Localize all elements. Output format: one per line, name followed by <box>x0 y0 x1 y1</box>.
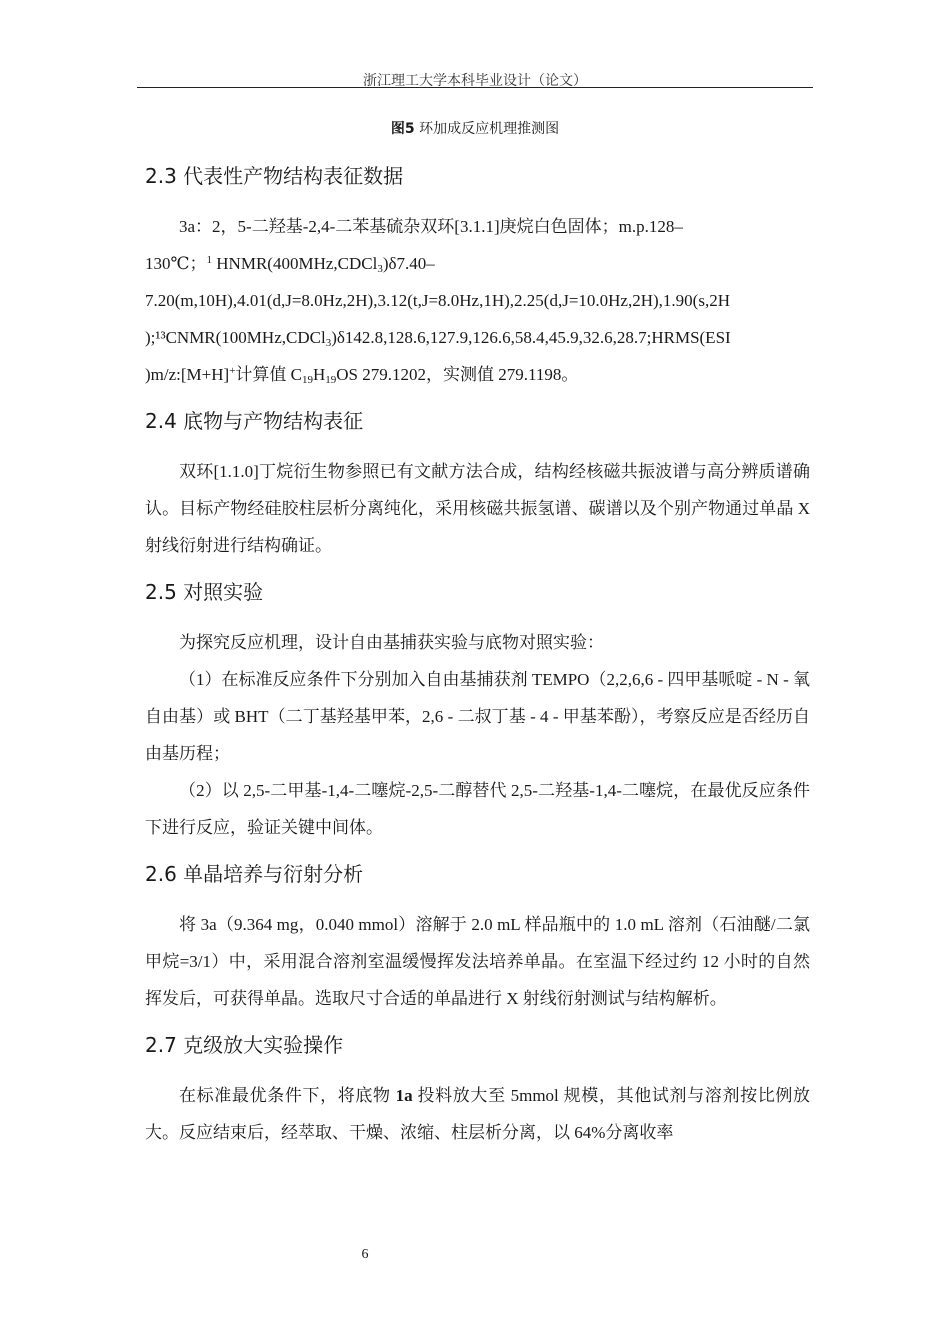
char-line-3: 7.20(m,10H),4.01(d,J=8.0Hz,2H),3.12(t,J=8.0Hz,1H),2.25(d,J=10.0Hz,2H),1.90(s,2H <box>145 291 730 310</box>
char-line-1: 3a：2，5-二羟基-2,4-二苯基硫杂双环[3.1.1]庚烷白色固体；m.p.128– <box>179 217 683 236</box>
section-heading-2-7: 2.7 克级放大实验操作 <box>145 1033 344 1057</box>
paragraph-2-4: 双环[1.1.0]丁烷衍生物参照已有文献方法合成，结构经核磁共振波谱与高分辨质谱确认。目标产物经硅胶柱层析分离纯化，采用核磁共振氢谱、碳谱以及个别产物通过单晶 X 射线衍射进行结构确证。 <box>145 462 810 555</box>
page-number: 6 <box>361 1247 369 1262</box>
section-heading-2-6: 2.6 单晶培养与衍射分析 <box>145 862 364 886</box>
char-line-5: )m/z:[M+H]+计算值 $C_{19}H_{19}OS$ 279.1202，实测值 279.1198。 <box>145 365 579 386</box>
section-heading-2-3: 2.3 代表性产物结构表征数据 <box>145 164 404 188</box>
figure-caption <box>137 118 813 138</box>
paragraph-2-7: 在标准最优条件下，将底物 1a 投料放大至 5mmol 规模，其他试剂与溶剂按比例放大。反应结束后，经萃取、干燥、浓缩、柱层析分离，以 64%分离收率 <box>145 1086 811 1142</box>
characterization-data <box>145 208 810 393</box>
section-heading-2-5: 2.5 对照实验 <box>145 580 264 604</box>
header-rule <box>137 87 813 88</box>
section-heading-2-4: 2.4 底物与产物结构表征 <box>145 409 364 433</box>
running-header: 浙江理工大学本科毕业设计（论文） <box>363 73 587 89</box>
paragraph-2-6: 将 3a（9.364 mg，0.040 mmol）溶解于 2.0 mL 样品瓶中的 1.0 mL 溶剂（石油醚/二氯甲烷=3/1）中，采用混合溶剂室温缓慢挥发法培养单晶。在室温下经过约 12 小时的自然挥发后，可获得单晶。选取尺寸合适的单晶进行 X 射线衍射测试与结构解析。 <box>145 915 810 1008</box>
paragraph-2-5-item-2: （2）以 2,5-二甲基-1,4-二噻烷-2,5-二醇替代 2,5-二羟基-1,4-二噻烷，在最优反应条件下进行反应，验证关键中间体。 <box>145 781 810 837</box>
paragraph-2-5-intro: 为探究反应机理，设计自由基捕获实验与底物对照实验： <box>179 633 604 652</box>
char-line-2: 130℃；$^1$ HNMR(400MHz,CDCl$_3$)δ7.40– <box>145 254 435 275</box>
figure-caption-text: 环加成反应机理推测图 <box>419 121 560 137</box>
body-content <box>145 158 810 1151</box>
paragraph-2-5-item-1: （1）在标准反应条件下分别加入自由基捕获剂 TEMPO（2,2,6,6 - 四甲基哌啶 - N - 氧自由基）或 BHT（二丁基羟基甲苯，2,6 - 二叔丁基 - 4 - 甲基苯酚），考察反应是否经历自由基历程； <box>145 670 810 763</box>
figure-number: 图5 <box>390 121 415 137</box>
char-line-4: );¹³CNMR(100MHz,CDCl$_3$)δ142.8,128.6,127.9,126.6,58.4,45.9,32.6,28.7;HRMS(ESI <box>145 328 731 349</box>
